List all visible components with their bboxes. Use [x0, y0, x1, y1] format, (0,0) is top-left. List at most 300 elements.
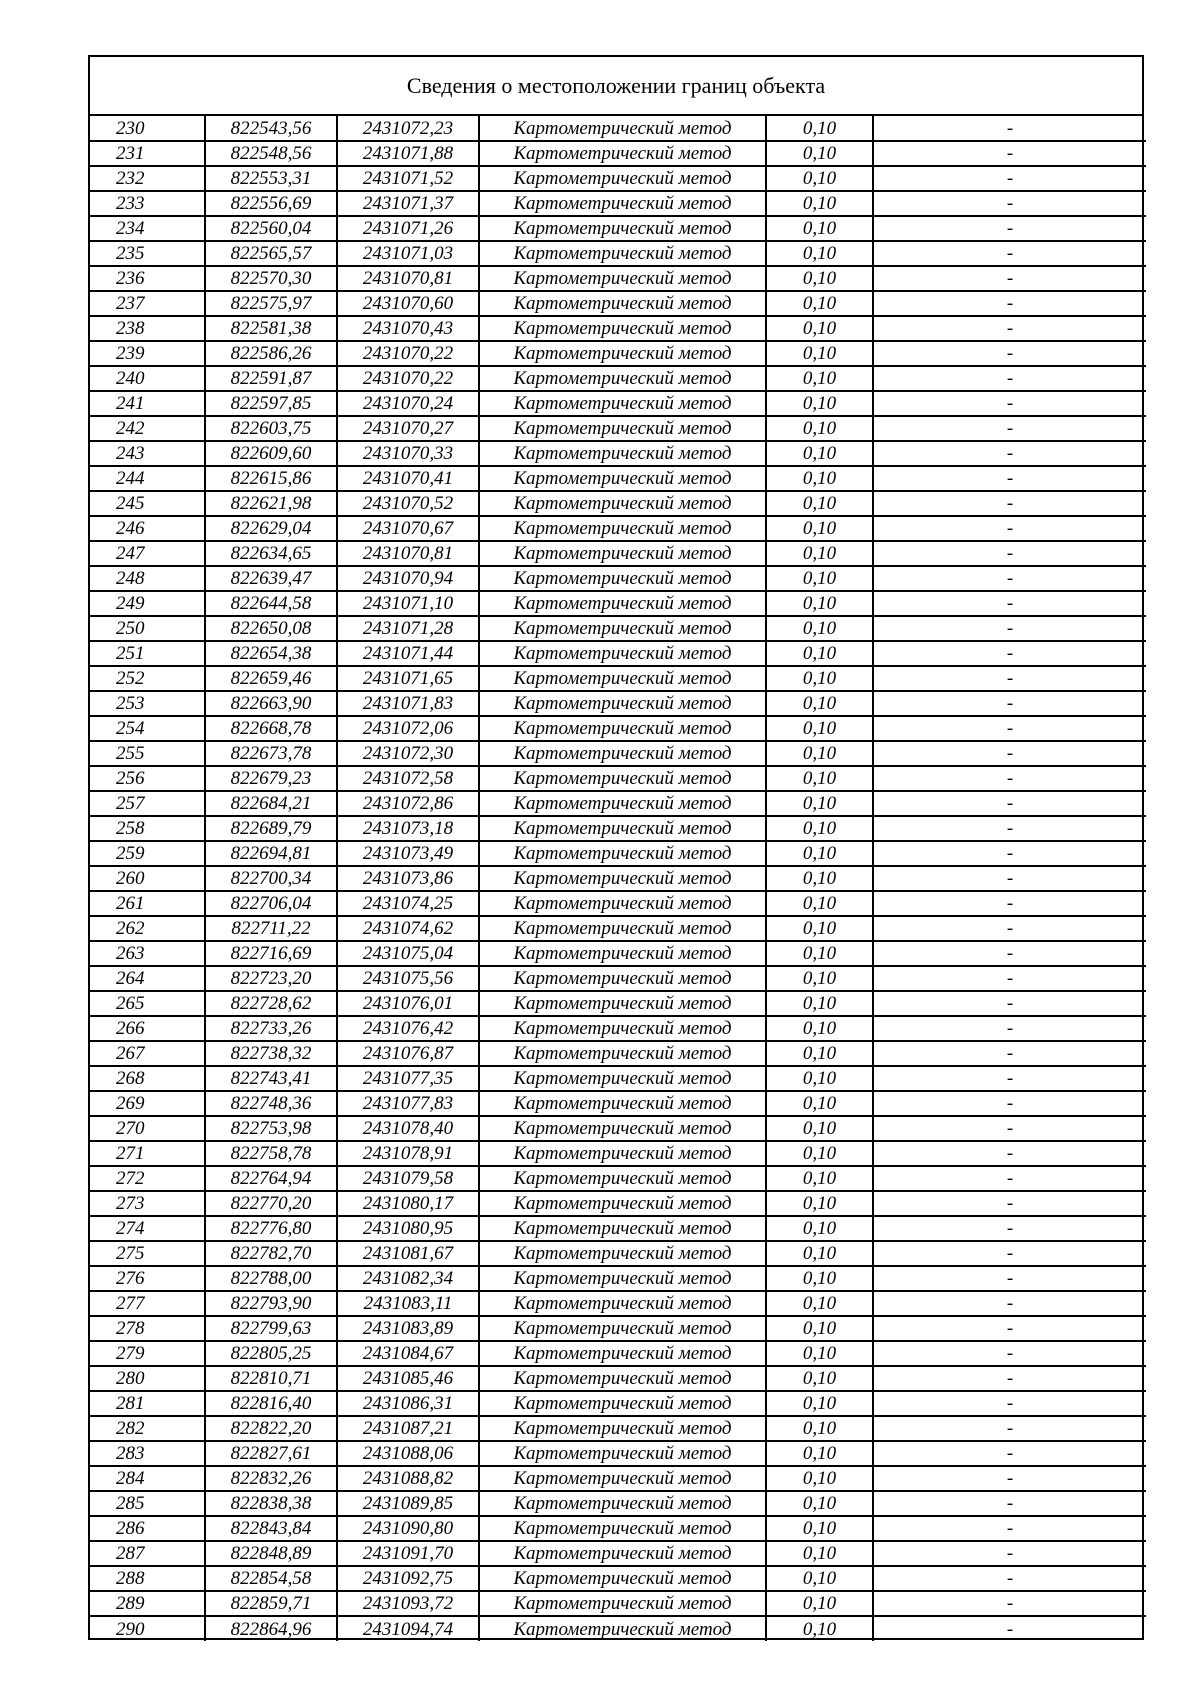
- table-row: [90, 591, 1146, 616]
- x-coordinate-cell: 822832,26: [205, 1466, 337, 1491]
- y-coordinate-cell: 2431079,58: [337, 1166, 479, 1191]
- x-coordinate-cell: 822743,41: [205, 1066, 337, 1091]
- method-cell: Картометрический метод: [479, 841, 766, 866]
- point-number-cell: 240: [90, 366, 205, 391]
- y-coordinate-cell: 2431070,60: [337, 291, 479, 316]
- table-row: [90, 916, 1146, 941]
- point-number-cell: 276: [90, 1266, 205, 1291]
- method-cell: Картометрический метод: [479, 1066, 766, 1091]
- method-cell: Картометрический метод: [479, 1241, 766, 1266]
- accuracy-cell: 0,10: [766, 1066, 873, 1091]
- x-coordinate-cell: 822711,22: [205, 916, 337, 941]
- accuracy-cell: 0,10: [766, 1391, 873, 1416]
- x-coordinate-cell: 822748,36: [205, 1091, 337, 1116]
- x-coordinate-cell: 822864,96: [205, 1616, 337, 1641]
- y-coordinate-cell: 2431071,83: [337, 691, 479, 716]
- note-cell: -: [873, 1291, 1146, 1316]
- method-cell: Картометрический метод: [479, 391, 766, 416]
- y-coordinate-cell: 2431093,72: [337, 1591, 479, 1616]
- method-cell: Картометрический метод: [479, 366, 766, 391]
- table-row: [90, 641, 1146, 666]
- point-number-cell: 250: [90, 616, 205, 641]
- accuracy-cell: 0,10: [766, 216, 873, 241]
- accuracy-cell: 0,10: [766, 1491, 873, 1516]
- table-row: [90, 1241, 1146, 1266]
- note-cell: -: [873, 1191, 1146, 1216]
- x-coordinate-cell: 822659,46: [205, 666, 337, 691]
- point-number-cell: 249: [90, 591, 205, 616]
- method-cell: Картометрический метод: [479, 1391, 766, 1416]
- note-cell: -: [873, 516, 1146, 541]
- table-row: [90, 241, 1146, 266]
- method-cell: Картометрический метод: [479, 566, 766, 591]
- x-coordinate-cell: 822679,23: [205, 766, 337, 791]
- note-cell: -: [873, 566, 1146, 591]
- note-cell: -: [873, 1391, 1146, 1416]
- x-coordinate-cell: 822854,58: [205, 1566, 337, 1591]
- point-number-cell: 245: [90, 491, 205, 516]
- point-number-cell: 274: [90, 1216, 205, 1241]
- table-row: [90, 466, 1146, 491]
- accuracy-cell: 0,10: [766, 116, 873, 141]
- note-cell: -: [873, 1216, 1146, 1241]
- note-cell: -: [873, 391, 1146, 416]
- x-coordinate-cell: 822565,57: [205, 241, 337, 266]
- table-row: [90, 1016, 1146, 1041]
- method-cell: Картометрический метод: [479, 116, 766, 141]
- method-cell: Картометрический метод: [479, 1266, 766, 1291]
- accuracy-cell: 0,10: [766, 1341, 873, 1366]
- point-number-cell: 280: [90, 1366, 205, 1391]
- note-cell: -: [873, 541, 1146, 566]
- method-cell: Картометрический метод: [479, 466, 766, 491]
- method-cell: Картометрический метод: [479, 1316, 766, 1341]
- y-coordinate-cell: 2431071,88: [337, 141, 479, 166]
- point-number-cell: 257: [90, 791, 205, 816]
- x-coordinate-cell: 822816,40: [205, 1391, 337, 1416]
- method-cell: Картометрический метод: [479, 291, 766, 316]
- y-coordinate-cell: 2431074,62: [337, 916, 479, 941]
- accuracy-cell: 0,10: [766, 141, 873, 166]
- accuracy-cell: 0,10: [766, 1591, 873, 1616]
- accuracy-cell: 0,10: [766, 1016, 873, 1041]
- table-row: [90, 991, 1146, 1016]
- point-number-cell: 252: [90, 666, 205, 691]
- accuracy-cell: 0,10: [766, 241, 873, 266]
- point-number-cell: 266: [90, 1016, 205, 1041]
- table-row: [90, 1441, 1146, 1466]
- point-number-cell: 279: [90, 1341, 205, 1366]
- accuracy-cell: 0,10: [766, 666, 873, 691]
- note-cell: -: [873, 266, 1146, 291]
- method-cell: Картометрический метод: [479, 941, 766, 966]
- accuracy-cell: 0,10: [766, 1166, 873, 1191]
- point-number-cell: 267: [90, 1041, 205, 1066]
- x-coordinate-cell: 822738,32: [205, 1041, 337, 1066]
- table-row: [90, 841, 1146, 866]
- note-cell: -: [873, 416, 1146, 441]
- x-coordinate-cell: 822728,62: [205, 991, 337, 1016]
- accuracy-cell: 0,10: [766, 641, 873, 666]
- y-coordinate-cell: 2431071,26: [337, 216, 479, 241]
- point-number-cell: 281: [90, 1391, 205, 1416]
- note-cell: -: [873, 1091, 1146, 1116]
- accuracy-cell: 0,10: [766, 1291, 873, 1316]
- table-row: [90, 1216, 1146, 1241]
- method-cell: Картометрический метод: [479, 891, 766, 916]
- method-cell: Картометрический метод: [479, 1016, 766, 1041]
- note-cell: -: [873, 1591, 1146, 1616]
- y-coordinate-cell: 2431077,83: [337, 1091, 479, 1116]
- note-cell: -: [873, 841, 1146, 866]
- point-number-cell: 287: [90, 1541, 205, 1566]
- x-coordinate-cell: 822629,04: [205, 516, 337, 541]
- method-cell: Картометрический метод: [479, 1366, 766, 1391]
- table-row: [90, 341, 1146, 366]
- point-number-cell: 270: [90, 1116, 205, 1141]
- note-cell: -: [873, 141, 1146, 166]
- accuracy-cell: 0,10: [766, 1241, 873, 1266]
- y-coordinate-cell: 2431070,52: [337, 491, 479, 516]
- accuracy-cell: 0,10: [766, 591, 873, 616]
- table-row: [90, 1366, 1146, 1391]
- note-cell: -: [873, 1141, 1146, 1166]
- accuracy-cell: 0,10: [766, 341, 873, 366]
- y-coordinate-cell: 2431081,67: [337, 1241, 479, 1266]
- y-coordinate-cell: 2431073,86: [337, 866, 479, 891]
- note-cell: -: [873, 666, 1146, 691]
- table-row: [90, 266, 1146, 291]
- y-coordinate-cell: 2431070,81: [337, 541, 479, 566]
- accuracy-cell: 0,10: [766, 816, 873, 841]
- method-cell: Картометрический метод: [479, 1466, 766, 1491]
- method-cell: Картометрический метод: [479, 766, 766, 791]
- table-row: [90, 191, 1146, 216]
- point-number-cell: 263: [90, 941, 205, 966]
- y-coordinate-cell: 2431072,23: [337, 116, 479, 141]
- table-row: [90, 966, 1146, 991]
- y-coordinate-cell: 2431091,70: [337, 1541, 479, 1566]
- point-number-cell: 290: [90, 1616, 205, 1641]
- y-coordinate-cell: 2431085,46: [337, 1366, 479, 1391]
- x-coordinate-cell: 822810,71: [205, 1366, 337, 1391]
- method-cell: Картометрический метод: [479, 1441, 766, 1466]
- y-coordinate-cell: 2431071,52: [337, 166, 479, 191]
- point-number-cell: 251: [90, 641, 205, 666]
- x-coordinate-cell: 822597,85: [205, 391, 337, 416]
- table-row: [90, 1566, 1146, 1591]
- method-cell: Картометрический метод: [479, 641, 766, 666]
- accuracy-cell: 0,10: [766, 466, 873, 491]
- y-coordinate-cell: 2431089,85: [337, 1491, 479, 1516]
- point-number-cell: 285: [90, 1491, 205, 1516]
- accuracy-cell: 0,10: [766, 1316, 873, 1341]
- accuracy-cell: 0,10: [766, 1266, 873, 1291]
- accuracy-cell: 0,10: [766, 1191, 873, 1216]
- note-cell: -: [873, 1266, 1146, 1291]
- note-cell: -: [873, 1166, 1146, 1191]
- y-coordinate-cell: 2431071,03: [337, 241, 479, 266]
- x-coordinate-cell: 822543,56: [205, 116, 337, 141]
- table-row: [90, 366, 1146, 391]
- accuracy-cell: 0,10: [766, 791, 873, 816]
- point-number-cell: 265: [90, 991, 205, 1016]
- point-number-cell: 288: [90, 1566, 205, 1591]
- method-cell: Картометрический метод: [479, 1541, 766, 1566]
- x-coordinate-cell: 822609,60: [205, 441, 337, 466]
- x-coordinate-cell: 822788,00: [205, 1266, 337, 1291]
- point-number-cell: 247: [90, 541, 205, 566]
- accuracy-cell: 0,10: [766, 1216, 873, 1241]
- y-coordinate-cell: 2431078,40: [337, 1116, 479, 1141]
- y-coordinate-cell: 2431078,91: [337, 1141, 479, 1166]
- note-cell: -: [873, 316, 1146, 341]
- table-row: [90, 1116, 1146, 1141]
- x-coordinate-cell: 822848,89: [205, 1541, 337, 1566]
- y-coordinate-cell: 2431070,41: [337, 466, 479, 491]
- x-coordinate-cell: 822663,90: [205, 691, 337, 716]
- method-cell: Картометрический метод: [479, 416, 766, 441]
- x-coordinate-cell: 822548,56: [205, 141, 337, 166]
- table-row: [90, 416, 1146, 441]
- accuracy-cell: 0,10: [766, 891, 873, 916]
- accuracy-cell: 0,10: [766, 266, 873, 291]
- accuracy-cell: 0,10: [766, 716, 873, 741]
- y-coordinate-cell: 2431080,95: [337, 1216, 479, 1241]
- method-cell: Картометрический метод: [479, 916, 766, 941]
- y-coordinate-cell: 2431070,43: [337, 316, 479, 341]
- note-cell: -: [873, 1316, 1146, 1341]
- y-coordinate-cell: 2431082,34: [337, 1266, 479, 1291]
- table-row: [90, 1341, 1146, 1366]
- table-row: [90, 1516, 1146, 1541]
- method-cell: Картометрический метод: [479, 1591, 766, 1616]
- x-coordinate-cell: 822668,78: [205, 716, 337, 741]
- y-coordinate-cell: 2431075,56: [337, 966, 479, 991]
- point-number-cell: 289: [90, 1591, 205, 1616]
- table-row: [90, 391, 1146, 416]
- x-coordinate-cell: 822733,26: [205, 1016, 337, 1041]
- table-row: [90, 1616, 1146, 1641]
- table-row: [90, 1091, 1146, 1116]
- table-row: [90, 166, 1146, 191]
- coordinates-table-body: [90, 116, 1146, 1641]
- table-row: [90, 716, 1146, 741]
- y-coordinate-cell: 2431072,30: [337, 741, 479, 766]
- y-coordinate-cell: 2431072,58: [337, 766, 479, 791]
- method-cell: Картометрический метод: [479, 1191, 766, 1216]
- note-cell: -: [873, 191, 1146, 216]
- method-cell: Картометрический метод: [479, 516, 766, 541]
- note-cell: -: [873, 591, 1146, 616]
- method-cell: Картометрический метод: [479, 966, 766, 991]
- note-cell: -: [873, 891, 1146, 916]
- point-number-cell: 238: [90, 316, 205, 341]
- table-row: [90, 1041, 1146, 1066]
- y-coordinate-cell: 2431071,65: [337, 666, 479, 691]
- method-cell: Картометрический метод: [479, 1141, 766, 1166]
- note-cell: -: [873, 441, 1146, 466]
- x-coordinate-cell: 822716,69: [205, 941, 337, 966]
- note-cell: -: [873, 916, 1146, 941]
- x-coordinate-cell: 822770,20: [205, 1191, 337, 1216]
- note-cell: -: [873, 866, 1146, 891]
- y-coordinate-cell: 2431070,22: [337, 366, 479, 391]
- point-number-cell: 237: [90, 291, 205, 316]
- y-coordinate-cell: 2431070,94: [337, 566, 479, 591]
- point-number-cell: 264: [90, 966, 205, 991]
- note-cell: -: [873, 691, 1146, 716]
- y-coordinate-cell: 2431070,27: [337, 416, 479, 441]
- accuracy-cell: 0,10: [766, 541, 873, 566]
- accuracy-cell: 0,10: [766, 841, 873, 866]
- note-cell: -: [873, 766, 1146, 791]
- point-number-cell: 241: [90, 391, 205, 416]
- accuracy-cell: 0,10: [766, 1466, 873, 1491]
- note-cell: -: [873, 241, 1146, 266]
- note-cell: -: [873, 1016, 1146, 1041]
- accuracy-cell: 0,10: [766, 166, 873, 191]
- x-coordinate-cell: 822723,20: [205, 966, 337, 991]
- note-cell: -: [873, 741, 1146, 766]
- y-coordinate-cell: 2431071,44: [337, 641, 479, 666]
- table-row: [90, 791, 1146, 816]
- note-cell: -: [873, 1566, 1146, 1591]
- point-number-cell: 230: [90, 116, 205, 141]
- coordinates-table: [90, 116, 1146, 1641]
- method-cell: Картометрический метод: [479, 716, 766, 741]
- point-number-cell: 234: [90, 216, 205, 241]
- note-cell: -: [873, 216, 1146, 241]
- note-cell: -: [873, 1516, 1146, 1541]
- x-coordinate-cell: 822838,38: [205, 1491, 337, 1516]
- y-coordinate-cell: 2431070,81: [337, 266, 479, 291]
- method-cell: Картометрический метод: [479, 991, 766, 1016]
- y-coordinate-cell: 2431074,25: [337, 891, 479, 916]
- note-cell: -: [873, 1416, 1146, 1441]
- x-coordinate-cell: 822560,04: [205, 216, 337, 241]
- accuracy-cell: 0,10: [766, 1091, 873, 1116]
- method-cell: Картометрический метод: [479, 1516, 766, 1541]
- note-cell: -: [873, 1466, 1146, 1491]
- table-row: [90, 866, 1146, 891]
- accuracy-cell: 0,10: [766, 1416, 873, 1441]
- point-number-cell: 258: [90, 816, 205, 841]
- x-coordinate-cell: 822621,98: [205, 491, 337, 516]
- point-number-cell: 233: [90, 191, 205, 216]
- document-title: Сведения о местоположении границ объекта: [90, 57, 1142, 116]
- method-cell: Картометрический метод: [479, 1491, 766, 1516]
- accuracy-cell: 0,10: [766, 191, 873, 216]
- accuracy-cell: 0,10: [766, 866, 873, 891]
- accuracy-cell: 0,10: [766, 616, 873, 641]
- x-coordinate-cell: 822575,97: [205, 291, 337, 316]
- note-cell: -: [873, 366, 1146, 391]
- y-coordinate-cell: 2431077,35: [337, 1066, 479, 1091]
- x-coordinate-cell: 822553,31: [205, 166, 337, 191]
- point-number-cell: 278: [90, 1316, 205, 1341]
- accuracy-cell: 0,10: [766, 691, 873, 716]
- accuracy-cell: 0,10: [766, 566, 873, 591]
- method-cell: Картометрический метод: [479, 1291, 766, 1316]
- accuracy-cell: 0,10: [766, 316, 873, 341]
- x-coordinate-cell: 822650,08: [205, 616, 337, 641]
- accuracy-cell: 0,10: [766, 1516, 873, 1541]
- table-row: [90, 141, 1146, 166]
- accuracy-cell: 0,10: [766, 741, 873, 766]
- y-coordinate-cell: 2431088,82: [337, 1466, 479, 1491]
- method-cell: Картометрический метод: [479, 591, 766, 616]
- note-cell: -: [873, 291, 1146, 316]
- note-cell: -: [873, 1541, 1146, 1566]
- method-cell: Картометрический метод: [479, 1341, 766, 1366]
- point-number-cell: 239: [90, 341, 205, 366]
- note-cell: -: [873, 791, 1146, 816]
- accuracy-cell: 0,10: [766, 1441, 873, 1466]
- table-row: [90, 291, 1146, 316]
- note-cell: -: [873, 1366, 1146, 1391]
- point-number-cell: 269: [90, 1091, 205, 1116]
- x-coordinate-cell: 822684,21: [205, 791, 337, 816]
- point-number-cell: 246: [90, 516, 205, 541]
- method-cell: Картометрический метод: [479, 441, 766, 466]
- x-coordinate-cell: 822776,80: [205, 1216, 337, 1241]
- table-row: [90, 116, 1146, 141]
- y-coordinate-cell: 2431071,37: [337, 191, 479, 216]
- y-coordinate-cell: 2431088,06: [337, 1441, 479, 1466]
- y-coordinate-cell: 2431075,04: [337, 941, 479, 966]
- method-cell: Картометрический метод: [479, 541, 766, 566]
- x-coordinate-cell: 822753,98: [205, 1116, 337, 1141]
- x-coordinate-cell: 822570,30: [205, 266, 337, 291]
- y-coordinate-cell: 2431076,42: [337, 1016, 479, 1041]
- point-number-cell: 255: [90, 741, 205, 766]
- y-coordinate-cell: 2431070,33: [337, 441, 479, 466]
- x-coordinate-cell: 822615,86: [205, 466, 337, 491]
- x-coordinate-cell: 822591,87: [205, 366, 337, 391]
- note-cell: -: [873, 1116, 1146, 1141]
- y-coordinate-cell: 2431072,06: [337, 716, 479, 741]
- method-cell: Картометрический метод: [479, 216, 766, 241]
- y-coordinate-cell: 2431071,28: [337, 616, 479, 641]
- y-coordinate-cell: 2431070,24: [337, 391, 479, 416]
- note-cell: -: [873, 641, 1146, 666]
- note-cell: -: [873, 491, 1146, 516]
- table-row: [90, 1541, 1146, 1566]
- accuracy-cell: 0,10: [766, 1141, 873, 1166]
- accuracy-cell: 0,10: [766, 366, 873, 391]
- method-cell: Картометрический метод: [479, 266, 766, 291]
- accuracy-cell: 0,10: [766, 1041, 873, 1066]
- point-number-cell: 253: [90, 691, 205, 716]
- accuracy-cell: 0,10: [766, 916, 873, 941]
- table-row: [90, 1266, 1146, 1291]
- accuracy-cell: 0,10: [766, 1366, 873, 1391]
- table-row: [90, 1591, 1146, 1616]
- note-cell: -: [873, 716, 1146, 741]
- y-coordinate-cell: 2431073,49: [337, 841, 479, 866]
- x-coordinate-cell: 822758,78: [205, 1141, 337, 1166]
- note-cell: -: [1006, 1618, 1014, 1640]
- note-cell: -: [873, 1066, 1146, 1091]
- point-number-cell: 236: [90, 266, 205, 291]
- method-cell: Картометрический метод: [479, 691, 766, 716]
- table-row: [90, 1166, 1146, 1191]
- note-cell: -: [873, 1441, 1146, 1466]
- point-number-cell: 248: [90, 566, 205, 591]
- note-cell: -: [873, 941, 1146, 966]
- x-coordinate-cell: 822689,79: [205, 816, 337, 841]
